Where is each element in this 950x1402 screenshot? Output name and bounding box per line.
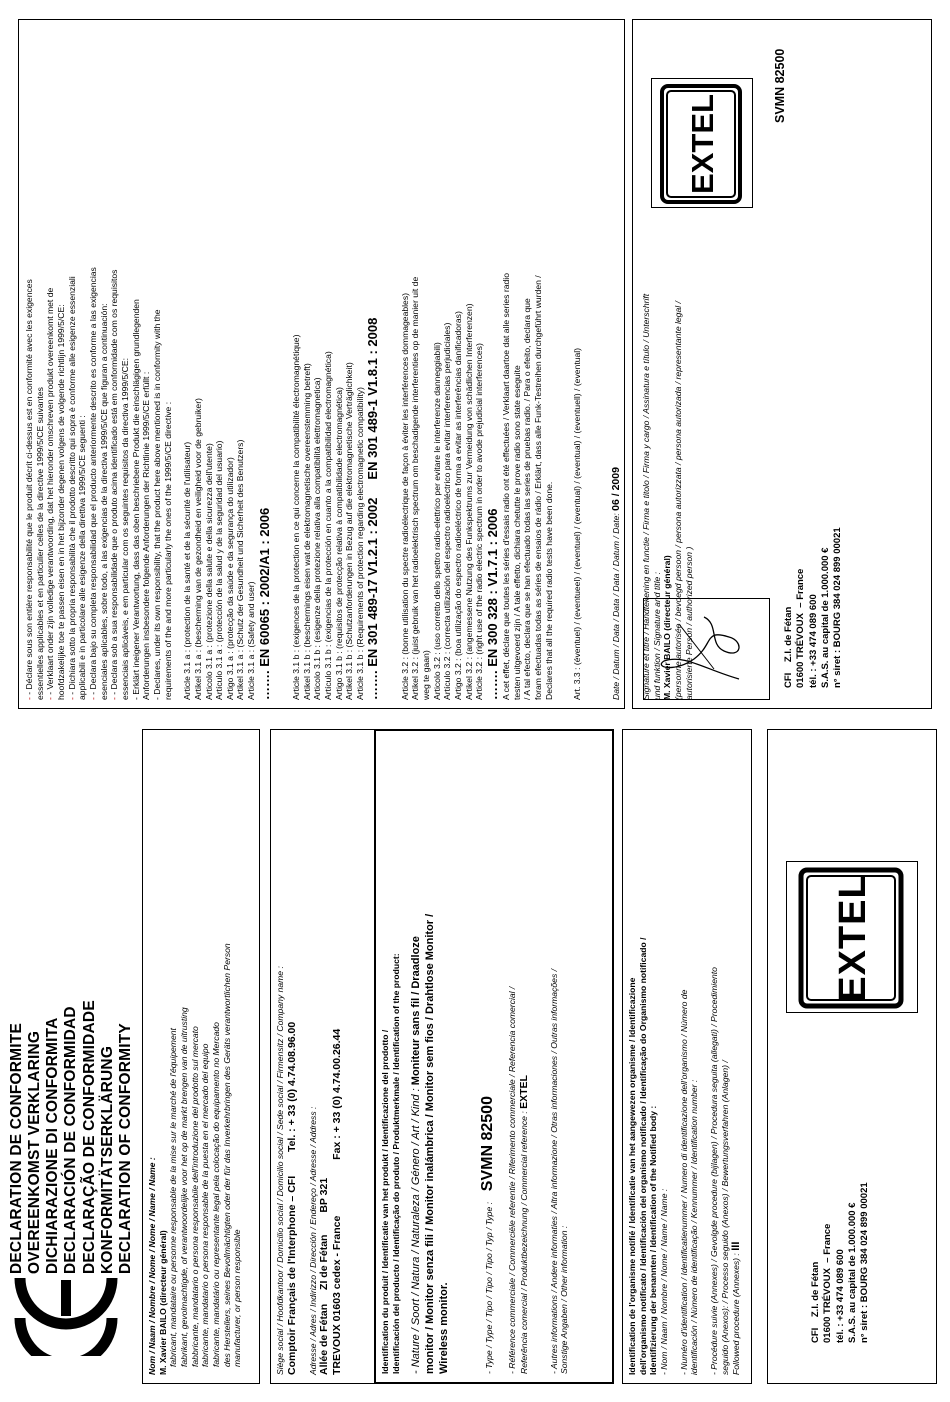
notified-body-box xyxy=(622,729,752,1384)
stamp-line: tél. : +33 474 089 600 xyxy=(834,1249,846,1343)
stamp-line: S.A.S. au capital de 1.000.000 € xyxy=(847,1202,859,1343)
article-3-3: Art. 3.3 : (éventuel) / (eventueel) / (eventuel) / (eventual) / (eventual) / (eventuell) / (eventual) xyxy=(572,347,583,700)
right-column xyxy=(0,19,950,709)
radio-tests-line: foram efectuadas todas as séries de ensaios de rádio / Erklärt, dass alle Funk-Testreihen durchgeführt wurden / xyxy=(532,275,543,700)
extel-logo-text: EXTEL xyxy=(832,874,874,1002)
declaration-line: essentielles applicables et en particulier celles de la directive 1999/5/CE suivantes xyxy=(34,387,45,700)
article-line: Article 3.1 b : (exigences de la protection en ce qui concerne la compatibilité électromagnétique) xyxy=(290,334,301,700)
declaration-line: - Declara bajo su completa responsabilidad que el producto anteriormente descrito es conforme a las exigencias xyxy=(87,267,98,695)
date-value: 06 / 2009 xyxy=(609,467,622,511)
article-line: Artículo 3.1 b : (exigencias de la protección en cuanto a la compatibilidad electromagnética) xyxy=(322,351,333,700)
declaration-line: applicabili e in particolare alle esigenze della direttiva 1999/5/CE seguenti : xyxy=(77,415,88,700)
declaration-line: requirements of the and more particularly the ones of the 1999/5/CE directive : xyxy=(162,401,173,700)
signatory-name: M. Xavier BAILO (directeur général) xyxy=(662,555,673,700)
notified-body-heading: Identifizierung der benannten / Identification of the Notified body : xyxy=(648,1105,659,1375)
extel-logo-icon xyxy=(787,864,915,1012)
company-seat-label: Siège social / Hoofdkantoor / Domicilio social / Domicilio social / Sede social / Firmensitz / Company name : xyxy=(275,966,285,1375)
declaration-line: essenciais aplicáveis, e em particular com os seguintes requisitos da directiva 1999/5/CE: xyxy=(119,357,130,700)
company-box xyxy=(270,729,375,1384)
stamp-line: CFI xyxy=(810,1327,821,1343)
article-3-1-a: Article 3.1 a : (protection de la santé et de la sécurité de l'utilisateur) Artikel 3.1 a : (bescherming van de gezondheid en veiligheid voor de gebruiker) Articolo 3.1 a : (protezione della salute e della sicurezza dell'utente) Artículo 3.1 a : (protección de la salud y de la seguridad del usuario) Artigo 3.1 a : (protecção da saúde e da segurança do utilizador) Artikel 3.1 a : (Schutz der Gesundheit und Sicherheit des Benutzers) Article 3.1 a : (Safety and user) ……. EN 60065 : 2002/A1 : 2006 xyxy=(182,28,273,700)
article-line: Artigo 3.1 a : (protecção da saúde e da segurança do utilizador) xyxy=(224,457,235,700)
company-zone: ZI de Fétan xyxy=(318,1234,331,1290)
notified-body-number-label: identificación / Número de identificação / Kennummer / Identification number : xyxy=(689,1079,700,1375)
declaration-line: - Dichiara sotto la propria responsabilità che il prodotto descritto qui sopra è conforme alle esigenze essenziali xyxy=(66,276,77,695)
company-country: France xyxy=(331,1215,344,1251)
ce-mark-icon xyxy=(8,1276,124,1356)
standard-3-1-b: EN 301 489-1 V1.8.1 : 2008 xyxy=(365,317,381,480)
declaration-titles xyxy=(8,1000,135,1274)
standard-3-1-a: EN 60065 : 2002/A1 : 2006 xyxy=(256,507,272,667)
signatory-role: autorisierte Person / authorized person ) xyxy=(683,546,694,700)
product-nature-label: - Nature / Soort / Natura / Naturaleza / Género / Art / Kind : xyxy=(410,1088,423,1374)
stamp-line: CFI xyxy=(783,672,794,688)
product-nature-value: Moniteur sans fil / Draadloze xyxy=(410,936,423,1086)
product-ref-label: - Référence commerciale / Commerciële referentie / Riferimento commerciale / Referencia comercial / xyxy=(507,986,518,1374)
article-line: Artikel 3.2 : (juist gebruik van het radioelektrisch spectrum om beschadigende interferenties op de manier uit de xyxy=(410,276,421,700)
declaration-statements: - - Déclare sous son entière responsabilité que le produit décrit ci-dessus est en conformité avec les exigences essentielles applicables et en particulier celles de la directive 1999/5/CE suivantes - - Verklaart onder zijn volledige verantwoording, dat het hieronder omschreven produkt overeenkomt met de hoofdzakelijke toe te passen eisen en in het bijzonder degenen volgens de volgende richtlijn 1999/5/CE: - - Dichiara sotto la propria responsabilità che il prodotto descritto qui sopra è conforme alle esigenze essenziali applicabili e in particolare alle esigenze della direttiva 1999/5/CE seguenti : - - Declara bajo su completa responsabilidad que el producto anteriormente descrito es conforme a las exigencias esenciales aplicables, sobre todo, a las exigencias de la directiva 1999/5/CE que figuran a continuación: - - Declara sob a sua responsabilidade que o produto acima identificado está em conformidade com os requisitos essenciais aplicáveis, e em particular com os seguintes requisitos da directiva 1999/5/CE: - Erklärt ineigener Verantwortung, dass das oben beschriebene Produkt die einschlägigen grundlegenden Anforderungen insbesondere folgende Anforderungen der Richtlinie 1999/5/CE erfüllt : - Declares, under its own responsibility, that the product here above mentioned is in conformity with the requirements of the and more particularly the ones of the 1999/5/CE directive : xyxy=(24,28,173,700)
manufacturer-role: fabricant, mandataire ou personne responsable de la mise sur le marché de l'équipement xyxy=(168,1028,179,1367)
article-line: Articolo 3.2 : (uso corretto dello spettro radio-elettrico per evitare le interferenze danneggiabili) xyxy=(431,342,442,700)
notified-body-heading: Identification de l'organisme notifié / Identificatie van het aangewezen organisme / Identificazione xyxy=(627,977,637,1375)
product-nature-value: monitor / Monitor senza fili / Monitor inalámbrica / Monitor sem fios / Drahtlose Monitor / xyxy=(423,913,436,1374)
company-name: Comptoir Français de l'Interphone – CFI xyxy=(285,1175,298,1375)
stamp-line: Z.I. de Fétan xyxy=(810,1261,821,1318)
manufacturer-role: manufacturer, or person responsible xyxy=(232,1229,243,1367)
article-line: Artikel 3.1 b : (beschermings eisen wat de elektromagnetische overeenstemming betreft) xyxy=(301,363,312,700)
radio-tests-statement xyxy=(501,28,554,700)
article-line: Artículo 3.1 a : (protección de la salud y de la seguridad del usuario) xyxy=(214,440,225,700)
declaration-line: hoofdzakelijke toe te passen eisen en in het bijzonder degenen volgens de volgende richtlijn 1999/5/CE: xyxy=(55,304,66,700)
product-heading: Identification du produit / Identificatie van het produkt / Identificazione del prodotto / xyxy=(380,1029,390,1374)
declaration-line: - Erklärt ineigener Verantwortung, dass das oben beschriebene Produkt die einschlägigen grundlegenden xyxy=(130,299,141,700)
title-en: DECLARATION OF CONFORMITY xyxy=(116,1023,134,1274)
declaration-line: - Déclare sous son entière responsabilité que le produit décrit ci-dessus est en conformité avec les exigences xyxy=(24,279,34,695)
stamp-line: tél. : +33 474 089 600 xyxy=(807,594,819,688)
title-it: DICHIARAZIONE DI CONFORMITA xyxy=(44,1017,62,1274)
manufacturer-role: fabbricante, mandatario o persona responsabile dell'introduzione del prodotto sul mercato xyxy=(189,1026,200,1367)
standard-3-2: EN 300 328 : V1.7.1 : 2006 xyxy=(484,508,500,667)
company-tel: Tel. : + 33 (0) 4.74.08.96.00 xyxy=(285,1021,298,1153)
notified-body-procedure-label: - Procédure suivie (Annexes) / Gevolgde procedure (bijlagen) / Procedura seguita (allegati) / Procedimiento xyxy=(708,967,719,1375)
declaration-line: esenciales aplicables, sobre todo, a las exigencias de la directiva 1999/5/CE que figuran a continuación: xyxy=(98,303,109,700)
company-street: Allée de Fétan xyxy=(318,1303,331,1375)
company-stamp-address xyxy=(783,527,845,688)
company-fax: Fax : + 33 (0) 4.74.00.26.44 xyxy=(331,1028,344,1160)
radio-tests-line: / A tal efecto, declara que se han efectuado todas las series de pruebas radio. / Para o efeito, declara que xyxy=(522,298,533,700)
article-line: Artículo 3.2 : (correcta utilización del espectro radioeléctrico para evitar interferencias perjudiciales) xyxy=(442,322,453,700)
manufacturer-role: fabricante, mandatário ou representante legal pela colocação do equipamento no Mercado xyxy=(210,1022,221,1367)
product-ref-value: EXTEL xyxy=(517,1075,530,1109)
product-other-label: - Autres informations / Andere informaties / Altra informazione / Otras informaciones / Outras informações / xyxy=(548,968,559,1374)
extel-logo xyxy=(651,78,753,208)
handwritten-signature xyxy=(643,598,770,700)
declaration-line: - Verklaart onder zijn volledige verantwoording, dat het hieronder omschreven produkt overeenkomt met de xyxy=(45,287,56,695)
declaration-text-box xyxy=(18,19,694,709)
date-label: Date / Datum / Data / Data / Data / Datum / Date: xyxy=(610,513,621,700)
article-line: Artigo 3.2 : (boa utilização do espectro radioeléctrico de forma a evitar as interferências danificadoras) xyxy=(452,311,463,700)
stamp-line: n° siret : BOURG 384 024 899 00021 xyxy=(832,527,844,688)
article-line: Artikel 3.1 a : (Schutz der Gesundheit und Sicherheit des Benutzers) xyxy=(235,439,246,700)
company-address-label: Adresse / Adres / Indirizzo / Dirección / Endereço / Adresse / Address : xyxy=(307,1106,318,1375)
title-de: KONFORMITÄTSERKLÄRUNG xyxy=(98,1045,116,1274)
notified-body-procedure-label: seguido (Anexos): / Processo seguido (Anexos) / Bewertungsverfahren (Anlagen) / xyxy=(719,1060,730,1375)
article-line: weg te gaan) xyxy=(420,650,431,700)
signature-label: Signature et titre / Handtekening en functie / Firma e titolo / Firma y cargo / Assinatura e título / Unterschrift xyxy=(640,293,651,700)
manufacturer-label: Nom / Naam / Nombre / Nome / Nome / Name / Name : xyxy=(147,1157,157,1375)
notified-body-heading: dell'organismo notificato / Identificación del organismo notificado / Identificação do Organismo notificado / xyxy=(637,937,648,1375)
stamp-line: Z.I. de Fétan xyxy=(783,606,794,663)
declaration-line: - Declara sob a sua responsabilidade que o produto acima identificado está em conformidade com os requisitos xyxy=(109,269,120,695)
radio-tests-line: A cet effet, déclare que toutes les séries d'essais radio ont été effectuées / Verklaart daartoe dat alle series radio xyxy=(500,273,511,700)
article-line: Artikel 3.1 b : (Schutzanforderungen in Bezug auf die elektromagnetische Verträglichkeit) xyxy=(344,362,355,700)
left-column xyxy=(0,729,950,1384)
model-reference: SVMN 82500 xyxy=(773,48,787,123)
article-line: Articolo 3.1 b : (esigenze della protezione relativa alla compatibilità elettromagnetica) xyxy=(312,377,323,700)
manufacturer-role: des Herstellers, seines Bevollmächtigten oder der für das Inverkehrbringen des Geräts verantwortlichen Person xyxy=(221,943,232,1367)
product-type-label: - Type / Type / Tipo / Tipo / Tipo / Typ / Type : xyxy=(484,1201,495,1374)
stamp-line: – France xyxy=(822,1223,834,1263)
article-line: Article 3.2 : (bonne utilisation du spectre radioélectrique de façon à éviter les interférences dommageables) xyxy=(399,293,410,700)
radio-tests-line: Declares that all the required radio tests have been done. xyxy=(543,481,554,700)
manufacturer-role: fabricante, mandatario o persona responsable de la puesta en el mercado del equipo xyxy=(200,1043,211,1367)
article-line: Articolo 3.1 a : (protezione della salute e della sicurezza dell'utente) xyxy=(203,443,214,700)
product-heading: Identificación del producto / Identificação do produto / Produktmerkmale / Identification of the product: xyxy=(390,953,401,1374)
company-stamp-address xyxy=(810,1182,872,1343)
product-type-value: SVMN 82500 xyxy=(479,1096,497,1192)
company-city: TREVOUX 01603 cedex - xyxy=(331,1253,344,1375)
radio-tests-line: testen uitgevoerd zijn / A tale effetto, dichiara chetutte le prove radio sono state eseguite xyxy=(511,365,522,700)
article-line: Artigo 3.1 b : (requisitos de protecção relativa à compatibilidade electromagnética) xyxy=(333,387,344,700)
title-es: DECLARACIÓN DE CONFORMIDAD xyxy=(62,1006,80,1274)
article-line: Artikel 3.1 a : (bescherming van de gezondheid en veiligheid voor de gebruiker) xyxy=(192,398,203,700)
product-nature-value: Wireless monitor. xyxy=(437,1282,450,1374)
article-line: Article 3.1 b : (Requirements of protection regarding electromagnetic compatibility) xyxy=(354,387,365,700)
extel-logo xyxy=(786,861,918,1013)
declaration-line: - Declares, under its own responsibility, that the product here above mentioned is in conformity with the xyxy=(151,309,162,700)
stamp-line: S.A.S. au capital de 1.000.000 € xyxy=(820,547,832,688)
stamp-line: 01600 TRÉVOUX xyxy=(795,613,807,688)
signatory-role: (personne autorisée / bevoegd persoon / persona autorizzata / persona autorizada / representante legal / xyxy=(672,301,683,700)
title-nl: OVEREENKOMST VERKLARING xyxy=(26,1030,44,1274)
stamp-line: 01600 TRÉVOUX xyxy=(822,1268,834,1343)
notified-body-procedure-label: Followed procedure (Annexes) : xyxy=(731,1253,742,1375)
notified-body-name-label: - Nom / Naam / Nombre / Nome / Name / Name : xyxy=(658,1188,669,1375)
title-pt: DECLARAÇÃO DE CONFORMIDADE xyxy=(80,1000,98,1274)
article-line: Artikel 3.2 : (angemessene Nutzung des Funkspektrums zur Vermeidung von schädlichen Interferenzen) xyxy=(463,303,474,700)
title-fr: DECLARATION DE CONFORMITE xyxy=(8,1023,25,1274)
product-other-label: Sonstige Angaben / Other information : xyxy=(559,1225,570,1374)
signature-box xyxy=(632,19,932,709)
article-line: Article 3.1 a : (Safety and user) xyxy=(246,581,257,700)
stamp-line: n° siret : BOURG 384 024 899 00021 xyxy=(859,1182,871,1343)
signature-label: und funktion / Signature and title : xyxy=(651,571,662,700)
declaration-line: Anforderungen insbesondere folgende Anforderungen der Richtlinie 1999/5/CE erfüllt : xyxy=(141,371,152,700)
article-line: Article 3.1 a : (protection de la santé et de la sécurité de l'utilisateur) xyxy=(182,441,193,700)
article-3-2: Article 3.2 : (bonne utilisation du spectre radioélectrique de façon à éviter les interférences dommageables) Artikel 3.2 : (juist gebruik van het radioelektrisch spectrum om beschadigende interferenties op de manier uit de weg te gaan) Articolo 3.2 : (uso corretto dello spettro radio-elettrico per evitare le interferenze danneggiabili) Artículo 3.2 : (correcta utilización del espectro radioeléctrico para evitar interferencias perjudiciales) Artigo 3.2 : (boa utilização do espectro radioeléctrico de forma a evitar as interferências danificadoras) Artikel 3.2 : (angemessene Nutzung des Funkspektrums zur Vermeidung von schädlichen Interferenzen) Article 3.2 : (right use of the radio electric spectrum in order to avode prejudicial interferences) ……. EN 300 328 : V1.7.1 : 2006 xyxy=(400,28,501,700)
article-3-1-b: Article 3.1 b : (exigences de la protection en ce qui concerne la compatibilité électromagnétique) Artikel 3.1 b : (beschermings eisen wat de elektromagnetische overeenstemming betreft) Articolo 3.1 b : (esigenze della protezione relativa alla compatibilità elettromagnetica) Artículo 3.1 b : (exigencias de la protección en cuanto a la compatibilidad electromagnética) Artigo 3.1 b : (requisitos de protecção relativa à compatibilidade electromagnética) Artikel 3.1 b : (Schutzanforderungen in Bezug auf die elektromagnetische Verträglichkeit) Article 3.1 b : (Requirements of protection regarding electromagnetic compatibility) ……. EN 301 489-17 V1.2.1 : 2002 EN 301 489-1 V1.8.1 : 2008 xyxy=(291,28,382,700)
company-bp: BP 321 xyxy=(318,1177,331,1213)
manufacturer-box xyxy=(142,729,260,1384)
product-ref-label: Referência comercial / Produktbezeichnung / Commercial reference : xyxy=(518,1111,529,1374)
manufacturer-role: fabrikant, gevolmachtigde, of verantwoordelijke voor het op de markt brengen van de uitrusting xyxy=(178,1007,189,1367)
stamp-line: – France xyxy=(795,568,807,608)
notified-body-procedure-value: III xyxy=(730,1241,743,1251)
manufacturer-name: M. Xavier BAILO (directeur général) xyxy=(157,1230,168,1375)
extel-logo-text: EXTEL xyxy=(685,94,720,194)
extel-logo-icon xyxy=(652,81,750,207)
standard-3-1-b: EN 301 489-17 V1.2.1 : 2002 xyxy=(365,497,381,667)
company-stamp-box xyxy=(767,729,937,1384)
article-line: Article 3.2 : (right use of the radio electric spectrum in order to avode prejudicial interferences) xyxy=(474,343,485,700)
product-box xyxy=(374,729,614,1384)
notified-body-number-label: - Numéro d'identification / Identificatienummer / Numero di identificazione dell'organismo / Número de xyxy=(678,989,689,1375)
